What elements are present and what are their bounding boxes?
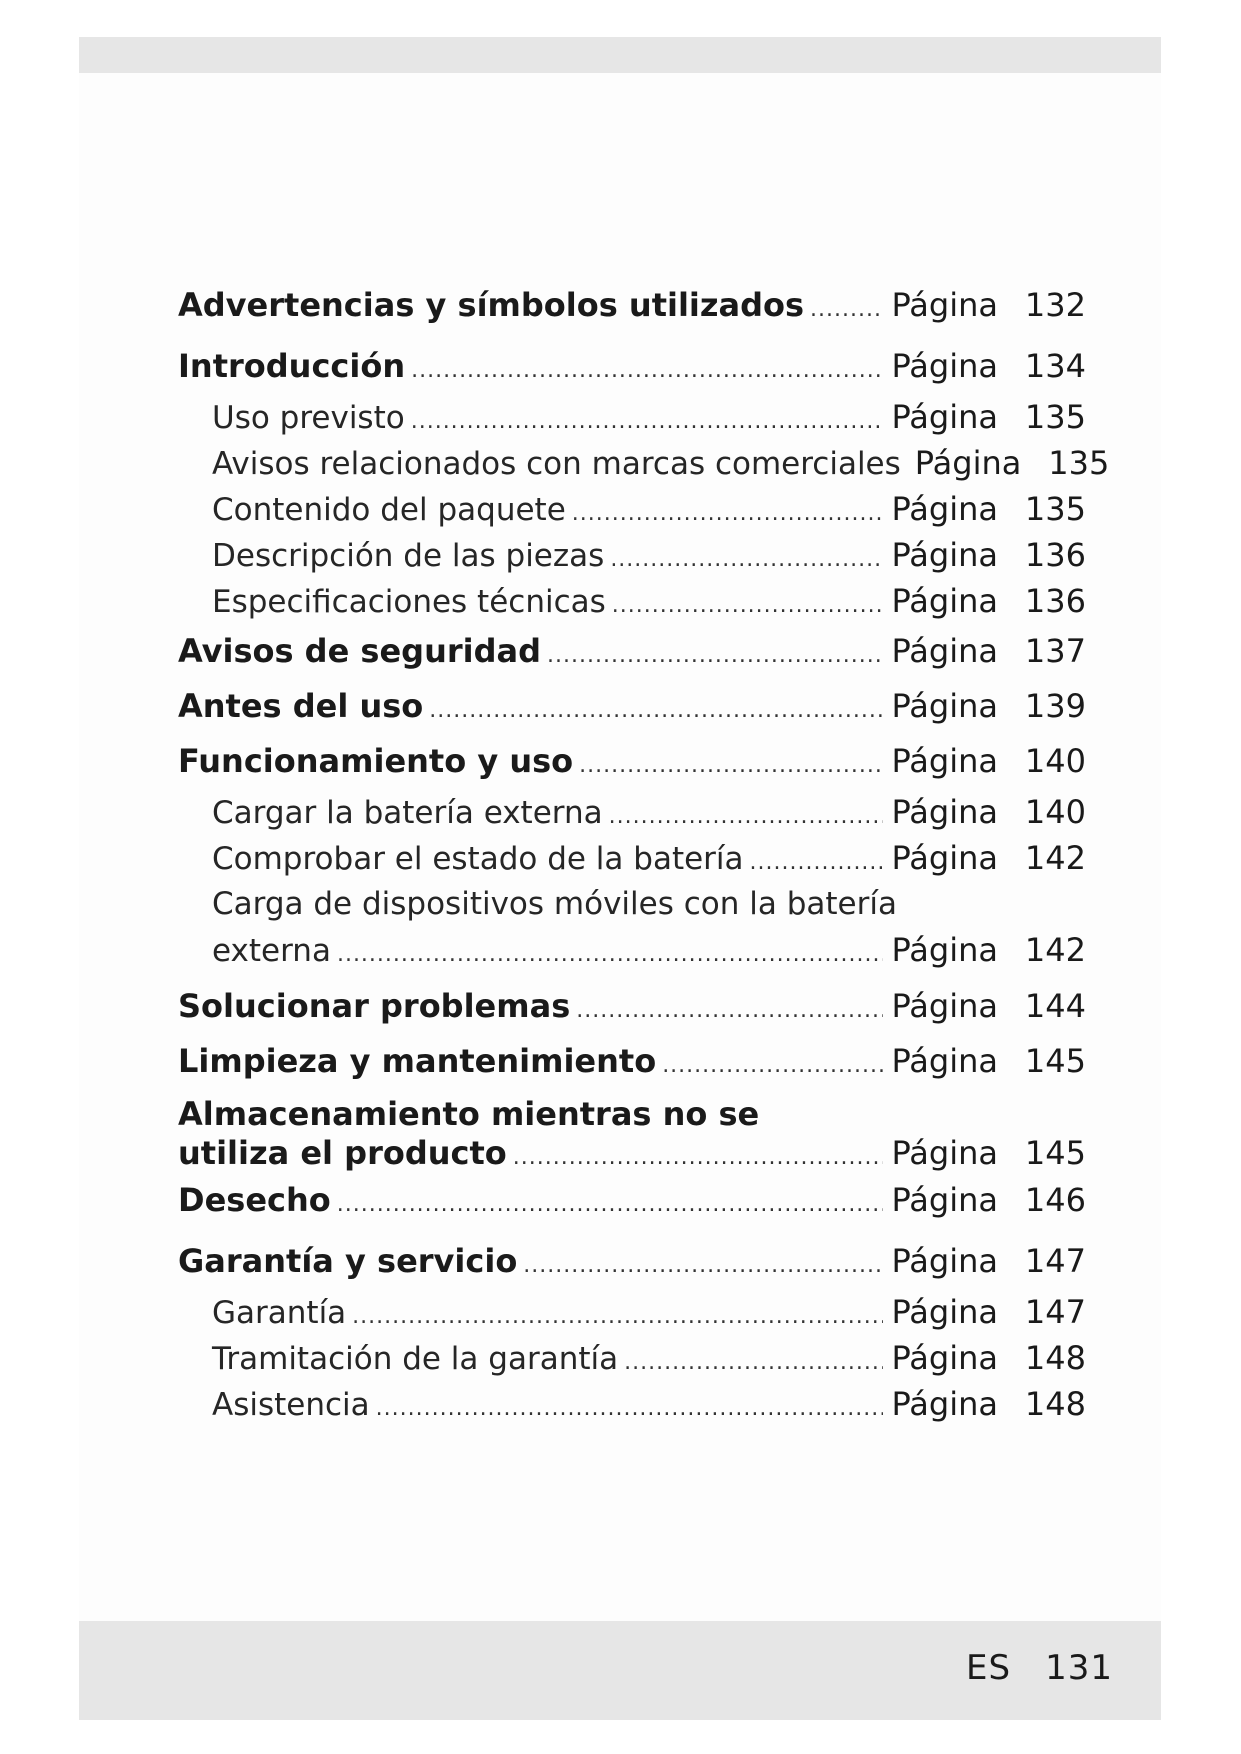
toc-entry-title: Avisos relacionados con marcas comerciales <box>212 446 901 482</box>
page-number: 135 <box>1024 490 1086 528</box>
toc-entry[interactable] <box>178 624 1086 679</box>
toc-entry-title: Asistencia <box>212 1387 370 1423</box>
dot-leader <box>411 399 884 445</box>
page-number: 147 <box>1024 1293 1086 1331</box>
page-label: Página <box>891 1339 998 1377</box>
dot-leader <box>576 983 883 1038</box>
toc-subentry-line2[interactable] <box>178 927 1086 973</box>
page-label: Página <box>891 839 998 877</box>
page-number: 134 <box>1024 347 1086 385</box>
toc-entry[interactable] <box>178 734 1086 789</box>
page-number: 144 <box>1024 987 1086 1025</box>
toc-subentry[interactable] <box>178 1381 1086 1427</box>
page-label: Página <box>891 286 998 324</box>
page-label: Página <box>891 742 998 780</box>
toc-entry-title: Funcionamiento y uso <box>178 742 574 780</box>
page-number: 142 <box>1024 839 1086 877</box>
toc-subentry[interactable] <box>178 532 1086 578</box>
page-label: Página <box>914 444 1022 482</box>
toc-entry-title: Solucionar problemas <box>178 987 571 1025</box>
page-label: Página <box>891 1242 998 1280</box>
toc-entry-title: Desecho <box>178 1181 331 1219</box>
dot-leader <box>612 583 884 629</box>
toc-entry[interactable] <box>178 979 1086 1034</box>
toc-entry-title: Garantía <box>212 1295 347 1331</box>
page-number: 132 <box>1024 286 1086 324</box>
page-label: Página <box>891 793 998 831</box>
toc-entry[interactable] <box>178 679 1086 734</box>
toc-entry-line2[interactable] <box>178 1133 1086 1173</box>
toc-entry[interactable] <box>178 278 1086 333</box>
page-number: 140 <box>1024 793 1086 831</box>
toc-subentry[interactable] <box>178 394 1086 440</box>
toc-entry-title: Introducción <box>178 347 406 385</box>
toc-entry-line1[interactable] <box>178 1095 1086 1133</box>
page-number: 145 <box>1024 1042 1086 1080</box>
toc-entry[interactable] <box>178 1034 1086 1089</box>
page-label: Página <box>891 931 998 969</box>
dot-leader <box>624 1340 883 1386</box>
toc-entry-title: Limpieza y mantenimiento <box>178 1042 657 1080</box>
dot-leader <box>662 1038 883 1093</box>
dot-leader <box>429 683 883 738</box>
page-number: 135 <box>1024 398 1086 436</box>
dot-leader <box>810 282 883 337</box>
page-label: Página <box>891 1134 998 1172</box>
toc-entry[interactable] <box>178 339 1086 394</box>
toc-subentry[interactable] <box>178 835 1086 881</box>
dot-leader <box>513 1138 884 1178</box>
dot-leader <box>547 628 883 683</box>
dot-leader <box>376 1386 884 1432</box>
toc-entry[interactable] <box>178 1234 1086 1289</box>
toc-entry-title-continued: externa <box>212 933 331 969</box>
toc-entry-title: Especificaciones técnicas <box>212 584 606 620</box>
toc-entry-title: Uso previsto <box>212 400 405 436</box>
toc-entry-title: Antes del uso <box>178 687 424 725</box>
toc-entry[interactable] <box>178 1173 1086 1228</box>
dot-leader <box>579 738 883 793</box>
toc-entry-title: Comprobar el estado de la batería <box>212 841 744 877</box>
dot-leader <box>352 1294 883 1340</box>
page-number: 136 <box>1024 536 1086 574</box>
header-band <box>79 37 1161 73</box>
dot-leader <box>523 1238 883 1293</box>
page-number: 148 <box>1024 1339 1086 1377</box>
toc-entry-title: Tramitación de la garantía <box>212 1341 619 1377</box>
page-label: Página <box>891 398 998 436</box>
page-number: 146 <box>1024 1181 1086 1219</box>
toc-entry-title: Descripción de las piezas <box>212 538 605 574</box>
toc-subentry[interactable] <box>178 486 1086 532</box>
page-label: Página <box>891 1181 998 1219</box>
page-label: Página <box>891 687 998 725</box>
dot-leader <box>750 840 884 886</box>
toc-subentry-line1[interactable] <box>178 881 1086 927</box>
page-number: 142 <box>1024 931 1086 969</box>
dot-leader <box>337 932 883 978</box>
toc-entry-title: Cargar la batería externa <box>212 795 603 831</box>
footer-page-number: 131 <box>1045 1648 1113 1688</box>
toc-entry-title: Advertencias y símbolos utilizados <box>178 286 805 324</box>
page-label: Página <box>891 582 998 620</box>
page-label: Página <box>891 632 998 670</box>
page-footer <box>966 1648 1113 1688</box>
toc-entry-title: Carga de dispositivos móviles con la batería <box>212 886 897 922</box>
page-label: Página <box>891 536 998 574</box>
page-number: 139 <box>1024 687 1086 725</box>
page-label: Página <box>891 1042 998 1080</box>
page-number: 147 <box>1024 1242 1086 1280</box>
toc-entry-title-continued: utiliza el producto <box>178 1134 507 1172</box>
page-label: Página <box>891 490 998 528</box>
toc-subentry[interactable] <box>178 440 1110 486</box>
page-number: 145 <box>1024 1134 1086 1172</box>
toc-subentry[interactable] <box>178 578 1086 624</box>
dot-leader <box>337 1177 884 1232</box>
dot-leader <box>609 794 884 840</box>
page-number: 137 <box>1024 632 1086 670</box>
page-number: 135 <box>1048 444 1110 482</box>
page-label: Página <box>891 1293 998 1331</box>
page-number: 148 <box>1024 1385 1086 1423</box>
page-number: 136 <box>1024 582 1086 620</box>
dot-leader <box>411 343 883 398</box>
dot-leader <box>610 537 883 583</box>
toc-entry-title: Contenido del paquete <box>212 492 566 528</box>
page-label: Página <box>891 987 998 1025</box>
table-of-contents <box>178 278 1110 1427</box>
toc-subentry[interactable] <box>178 1335 1086 1381</box>
toc-subentry[interactable] <box>178 1289 1086 1335</box>
page-label: Página <box>891 1385 998 1423</box>
toc-entry-title: Avisos de seguridad <box>178 632 542 670</box>
toc-entry-title: Almacenamiento mientras no se <box>178 1095 760 1133</box>
page-number: 140 <box>1024 742 1086 780</box>
dot-leader <box>572 491 884 537</box>
toc-subentry[interactable] <box>178 789 1086 835</box>
toc-entry-title: Garantía y servicio <box>178 1242 518 1280</box>
page-label: Página <box>891 347 998 385</box>
language-code: ES <box>966 1648 1012 1688</box>
